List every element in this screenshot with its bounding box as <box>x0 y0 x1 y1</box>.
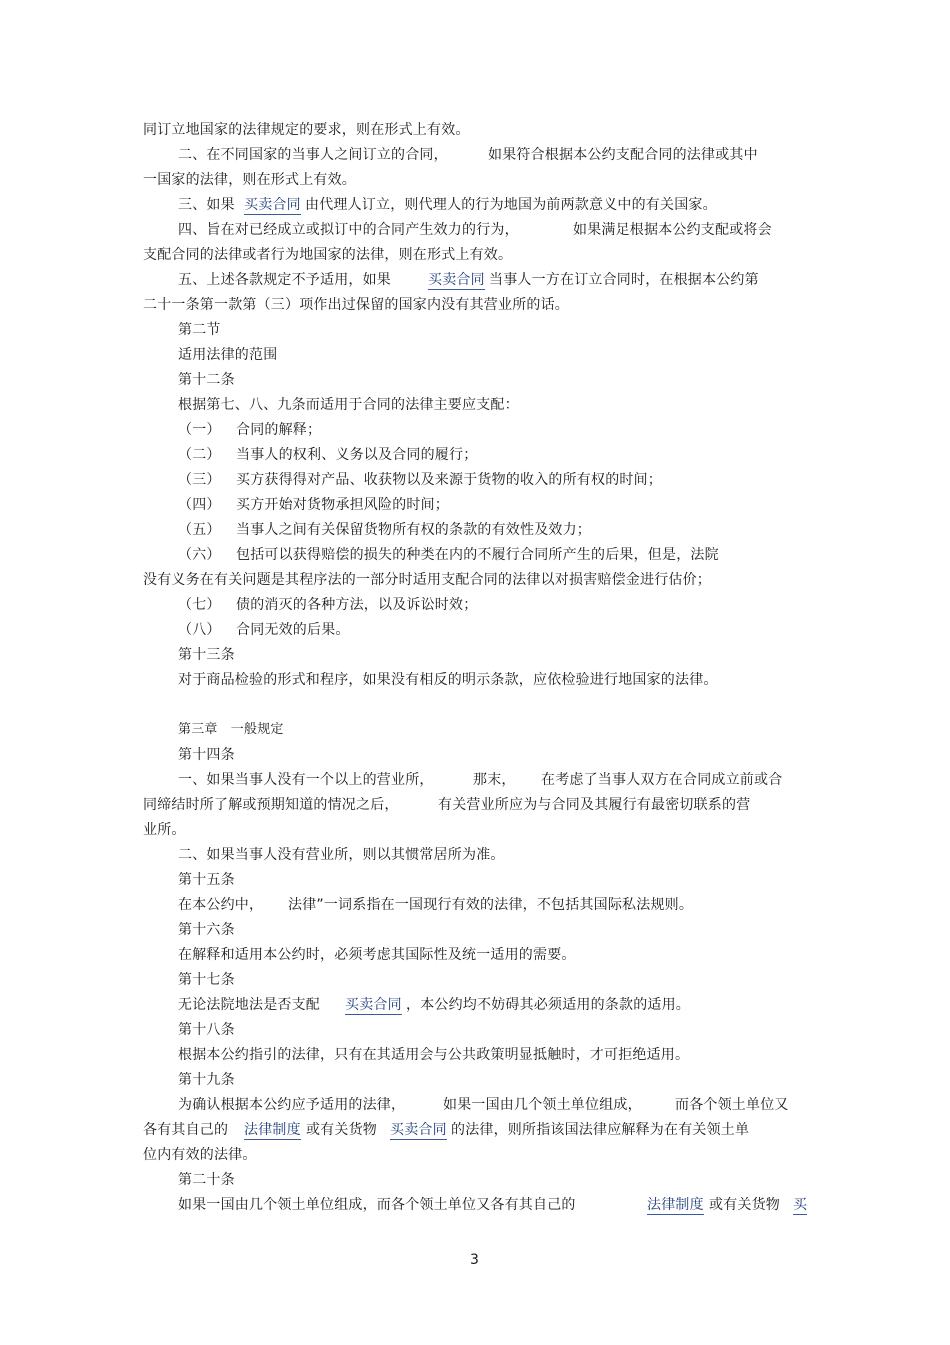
text-line: 根据第七、八、九条而适用于合同的法律主要应支配： <box>178 397 519 413</box>
text-line: 一国家的法律，则在形式上有效。 <box>143 172 356 188</box>
text-line: 或有关货物 <box>709 1197 780 1213</box>
hyperlink-sales-contract[interactable]: 买 <box>793 1197 808 1213</box>
hyperlink-legal-system[interactable]: 法律制度 <box>244 1122 301 1138</box>
text-line: 在考虑了当事人双方在合同成立前或合 <box>541 772 783 788</box>
list-marker: （五） <box>178 522 221 538</box>
text-line: 四、旨在对已经成立或拟订中的合同产生效力的行为， <box>178 222 519 238</box>
text-line: 无论法院地法是否支配 <box>178 997 320 1013</box>
text-line: 同订立地国家的法律规定的要求，则在形式上有效。 <box>143 122 470 138</box>
text-line: 二、在不同国家的当事人之间订立的合同， <box>178 147 448 163</box>
article-heading: 第十二条 <box>178 372 235 388</box>
hyperlink-sales-contract[interactable]: 买卖合同 <box>345 997 402 1013</box>
hyperlink-sales-contract[interactable]: 买卖合同 <box>244 197 301 213</box>
text-line: 法律”一词系指在一国现行有效的法律，不包括其国际私法规则。 <box>288 897 694 913</box>
list-item: 合同的解释； <box>236 422 322 438</box>
article-heading: 第十六条 <box>178 922 235 938</box>
article-heading: 第十九条 <box>178 1072 235 1088</box>
text-line: 当事人一方在订立合同时，在根据本公约第 <box>489 272 759 288</box>
text-line: 三、如果 <box>178 197 235 213</box>
text-line: 没有义务在有关问题是其程序法的一部分时适用支配合同的法律以对损害赔偿金进行估价； <box>143 572 711 588</box>
text-line: 根据本公约指引的法律，只有在其适用会与公共政策明显抵触时，才可拒绝适用。 <box>178 1047 690 1063</box>
hyperlink-legal-system[interactable]: 法律制度 <box>647 1197 704 1213</box>
list-item: 债的消灭的各种方法，以及诉讼时效； <box>236 597 478 613</box>
text-line: 的法律，则所指该国法律应解释为在有关领土单 <box>451 1122 750 1138</box>
list-item: 当事人之间有关保留货物所有权的条款的有效性及效力； <box>236 522 591 538</box>
text-line: 如果满足根据本公约支配或将会 <box>573 222 772 238</box>
list-marker: （二） <box>178 447 221 463</box>
section-heading: 第二节 <box>178 322 221 338</box>
list-marker: （四） <box>178 497 221 513</box>
text-line: 同缔结时所了解或预期知道的情况之后， <box>143 797 399 813</box>
list-item: 买方获得得对产品、收获物以及来源于货物的收入的所有权的时间； <box>236 472 662 488</box>
hyperlink-sales-contract[interactable]: 买卖合同 <box>428 272 485 288</box>
text-line: 在本公约中， <box>178 897 264 913</box>
list-item: 买方开始对货物承担风险的时间； <box>236 497 449 513</box>
text-line: 一、如果当事人没有一个以上的营业所， <box>178 772 434 788</box>
text-line: 而各个领土单位又 <box>675 1097 789 1113</box>
page-number: 3 <box>470 1252 479 1268</box>
article-heading: 第十八条 <box>178 1022 235 1038</box>
text-line: ，本公约均不妨碍其必须适用的条款的适用。 <box>406 997 690 1013</box>
text-line: 二、如果当事人没有营业所，则以其惯常居所为准。 <box>178 847 505 863</box>
text-line: 或有关货物 <box>306 1122 377 1138</box>
list-marker: （七） <box>178 597 221 613</box>
text-line: 由代理人订立，则代理人的行为地国为前两款意义中的有关国家。 <box>305 197 717 213</box>
text-line: 如果一国由几个领土单位组成， <box>443 1097 642 1113</box>
hyperlink-sales-contract[interactable]: 买卖合同 <box>390 1122 447 1138</box>
list-marker: （一） <box>178 422 221 438</box>
text-line: 支配合同的法律或者行为地国家的法律，则在形式上有效。 <box>143 247 513 263</box>
text-line: 对于商品检验的形式和程序，如果没有相反的明示条款，应依检验进行地国家的法律。 <box>178 672 718 688</box>
text-line: 有关营业所应为与合同及其履行有最密切联系的营 <box>438 797 751 813</box>
list-item: 合同无效的后果。 <box>236 622 350 638</box>
article-heading: 第二十条 <box>178 1172 235 1188</box>
text-line: 位内有效的法律。 <box>143 1147 257 1163</box>
article-heading: 第十三条 <box>178 647 235 663</box>
text-line: 那末， <box>473 772 516 788</box>
list-marker: （六） <box>178 547 221 563</box>
chapter-heading: 第三章 一般规定 <box>178 722 284 737</box>
article-heading: 第十四条 <box>178 747 235 763</box>
text-line: 为确认根据本公约应予适用的法律， <box>178 1097 406 1113</box>
text-line: 五、上述各款规定不予适用，如果 <box>178 272 391 288</box>
text-line: 如果符合根据本公约支配合同的法律或其中 <box>488 147 758 163</box>
list-item: 当事人的权利、义务以及合同的履行； <box>236 447 478 463</box>
text-line: 业所。 <box>143 822 186 838</box>
text-line: 在解释和适用本公约时，必须考虑其国际性及统一适用的需要。 <box>178 947 576 963</box>
list-marker: （三） <box>178 472 221 488</box>
section-heading: 适用法律的范围 <box>178 347 278 363</box>
article-heading: 第十七条 <box>178 972 235 988</box>
text-line: 如果一国由几个领土单位组成，而各个领土单位又各有其自己的 <box>178 1197 576 1213</box>
text-line: 各有其自己的 <box>143 1122 229 1138</box>
list-item: 包括可以获得赔偿的损失的种类在内的不履行合同所产生的后果，但是，法院 <box>236 547 719 563</box>
text-line: 二十一条第一款第（三）项作出过保留的国家内没有其营业所的话。 <box>143 297 569 313</box>
article-heading: 第十五条 <box>178 872 235 888</box>
list-marker: （八） <box>178 622 221 638</box>
